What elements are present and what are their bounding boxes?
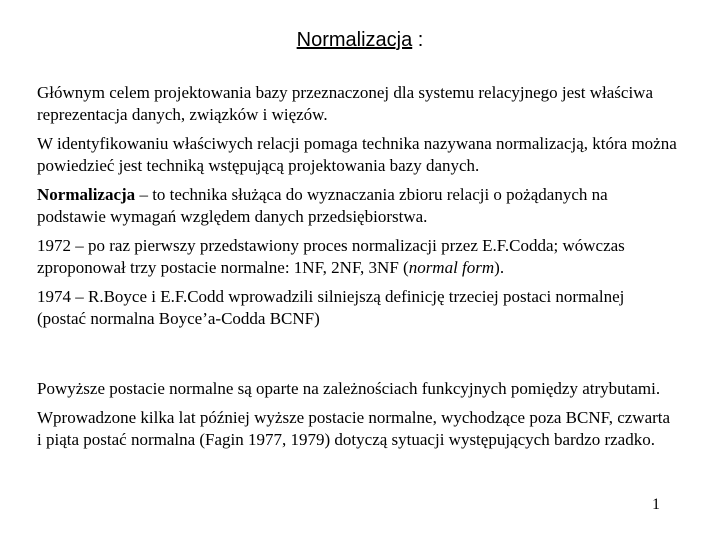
paragraph-1974: 1974 – R.Boyce i E.F.Codd wprowadzili silniejszą definicję trzeciej postaci normalnej (postać normalna Boyce’a-Codda BCNF) bbox=[37, 287, 625, 328]
definition-text: – to technika służąca do wyznaczania zbioru relacji o pożądanych na podstawie wymagań względem danych przedsiębiorstwa. bbox=[37, 185, 608, 226]
paragraph-1972 bbox=[37, 235, 677, 279]
paragraph-higher-normal-forms: Wprowadzone kilka lat później wyższe postacie normalne, wychodzące poza BCNF, czwarta i piąta postać normalna (Fagin 1977, 1979) dotyczą sytuacji występujących bardzo rzadko. bbox=[37, 408, 671, 449]
paragraph-functional-dependencies: Powyższe postacie normalne są oparte na zależnościach funkcyjnych pomiędzy atrybutami. bbox=[37, 379, 661, 398]
slide-title-suffix: : bbox=[412, 29, 424, 51]
slide-title-main: Normalizacja bbox=[296, 29, 413, 51]
definition-term: Normalizacja bbox=[37, 185, 136, 204]
paragraph-definition bbox=[37, 184, 677, 228]
page-number: 1 bbox=[652, 496, 660, 513]
paragraph-goal: Głównym celem projektowania bazy przeznaczonej dla systemu relacyjnego jest właściwa reprezentacja danych, związków i więzów. bbox=[37, 83, 654, 124]
history-1972-italic: normal form bbox=[408, 258, 495, 277]
slide-body bbox=[37, 82, 677, 458]
slide-title bbox=[0, 28, 720, 52]
history-1972-end: ). bbox=[494, 258, 505, 277]
history-1972-text: 1972 – po raz pierwszy przedstawiony proces normalizacji przez E.F.Codda; wówczas zproponował trzy postacie normalne: 1NF, 2NF, 3NF ( bbox=[37, 236, 625, 277]
paragraph-technique: W identyfikowaniu właściwych relacji pomaga technika nazywana normalizacją, która można powiedzieć jest techniką wstępującą projektowania bazy danych. bbox=[37, 134, 677, 175]
